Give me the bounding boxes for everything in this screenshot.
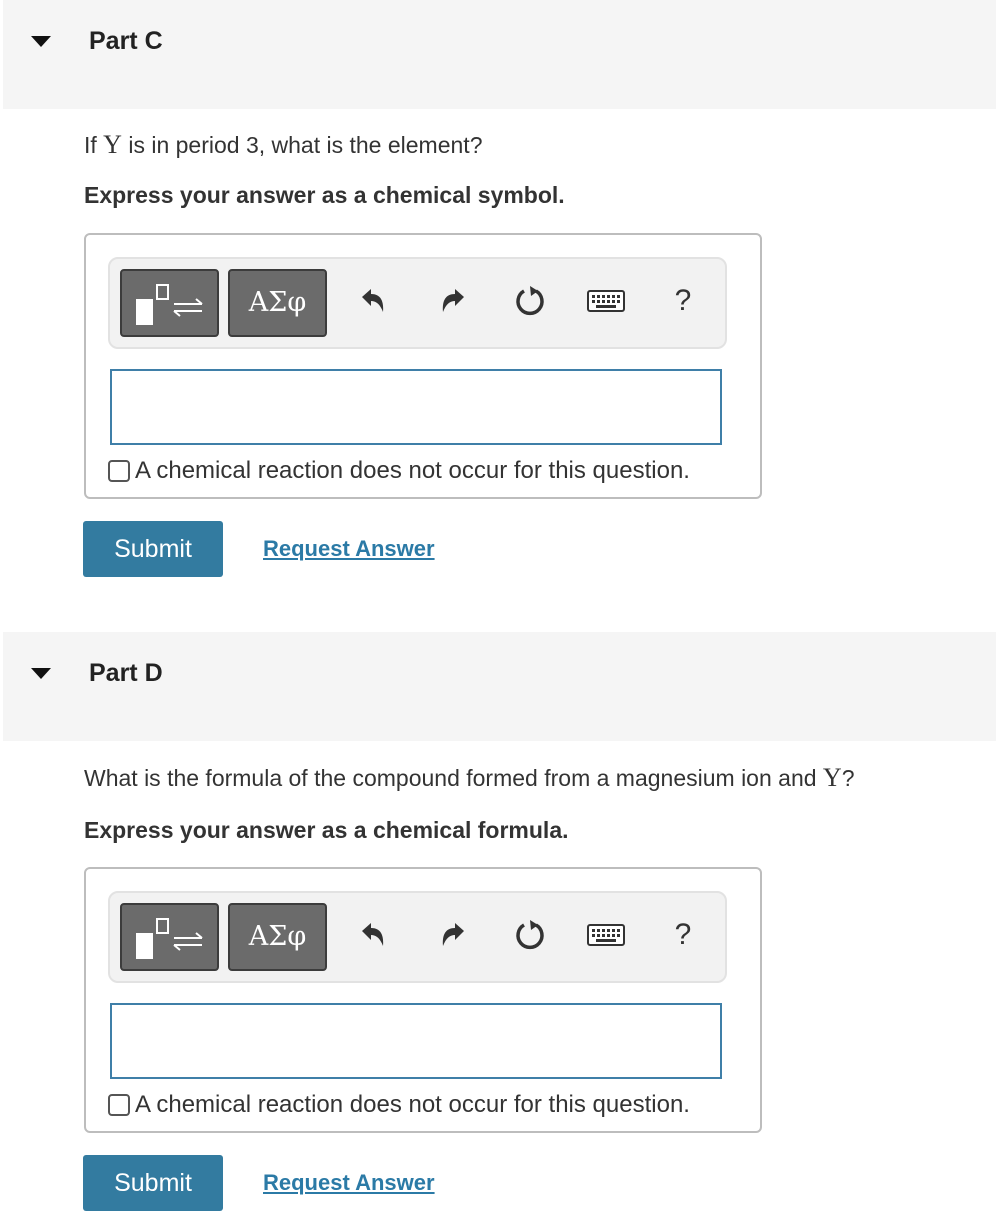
help-button[interactable]: ? [674,918,692,951]
no-reaction-label: A chemical reaction does not occur for this question. [135,1091,690,1118]
question-pre: If [84,132,104,158]
undo-icon [356,285,388,317]
part-d-header[interactable] [3,632,996,741]
answer-panel [84,867,762,1133]
submit-button[interactable]: Submit [83,1155,223,1211]
undo-button[interactable] [350,279,394,323]
question-post: is in period 3, what is the element? [121,132,483,158]
reset-button[interactable] [508,279,552,323]
question-variable: Y [103,130,122,159]
no-reaction-checkbox[interactable] [108,460,130,482]
question-text [84,130,483,160]
request-answer-link[interactable]: Request Answer [263,536,435,561]
answer-instruction: Express your answer as a chemical formula. [84,817,569,843]
undo-button[interactable] [350,913,394,957]
greek-symbols-button[interactable]: ΑΣφ [228,269,327,337]
answer-panel [84,233,762,499]
math-toolbar [108,257,727,349]
reset-icon [512,917,548,953]
answer-input[interactable] [110,369,722,445]
submit-button[interactable]: Submit [83,521,223,577]
keyboard-icon [587,290,625,312]
help-button[interactable]: ? [674,284,692,317]
templates-icon [122,271,217,335]
no-reaction-checkbox[interactable] [108,1094,130,1116]
answer-input[interactable] [110,1003,722,1079]
caret-down-icon[interactable] [31,36,51,47]
templates-button[interactable] [120,269,219,337]
redo-button[interactable] [432,279,476,323]
templates-button[interactable] [120,903,219,971]
question-variable: Y [822,763,842,792]
reset-button[interactable] [508,913,552,957]
redo-icon [438,285,470,317]
no-reaction-label: A chemical reaction does not occur for this question. [135,457,690,484]
templates-icon [122,905,217,969]
answer-instruction: Express your answer as a chemical symbol. [84,182,565,208]
part-c-header[interactable] [3,0,996,109]
keyboard-button[interactable] [584,279,628,323]
question-text [84,763,855,793]
redo-icon [438,919,470,951]
caret-down-icon[interactable] [31,668,51,679]
request-answer-link[interactable]: Request Answer [263,1170,435,1195]
math-toolbar [108,891,727,983]
no-reaction-option[interactable] [108,457,690,485]
greek-symbols-button[interactable]: ΑΣφ [228,903,327,971]
question-post: ? [841,765,855,791]
reset-icon [512,283,548,319]
question-pre: What is the formula of the compound formed from a magnesium ion and [84,765,823,791]
part-title: Part C [89,27,163,55]
undo-icon [356,919,388,951]
no-reaction-option[interactable] [108,1091,690,1119]
part-title: Part D [89,659,163,687]
redo-button[interactable] [432,913,476,957]
keyboard-button[interactable] [584,913,628,957]
keyboard-icon [587,924,625,946]
